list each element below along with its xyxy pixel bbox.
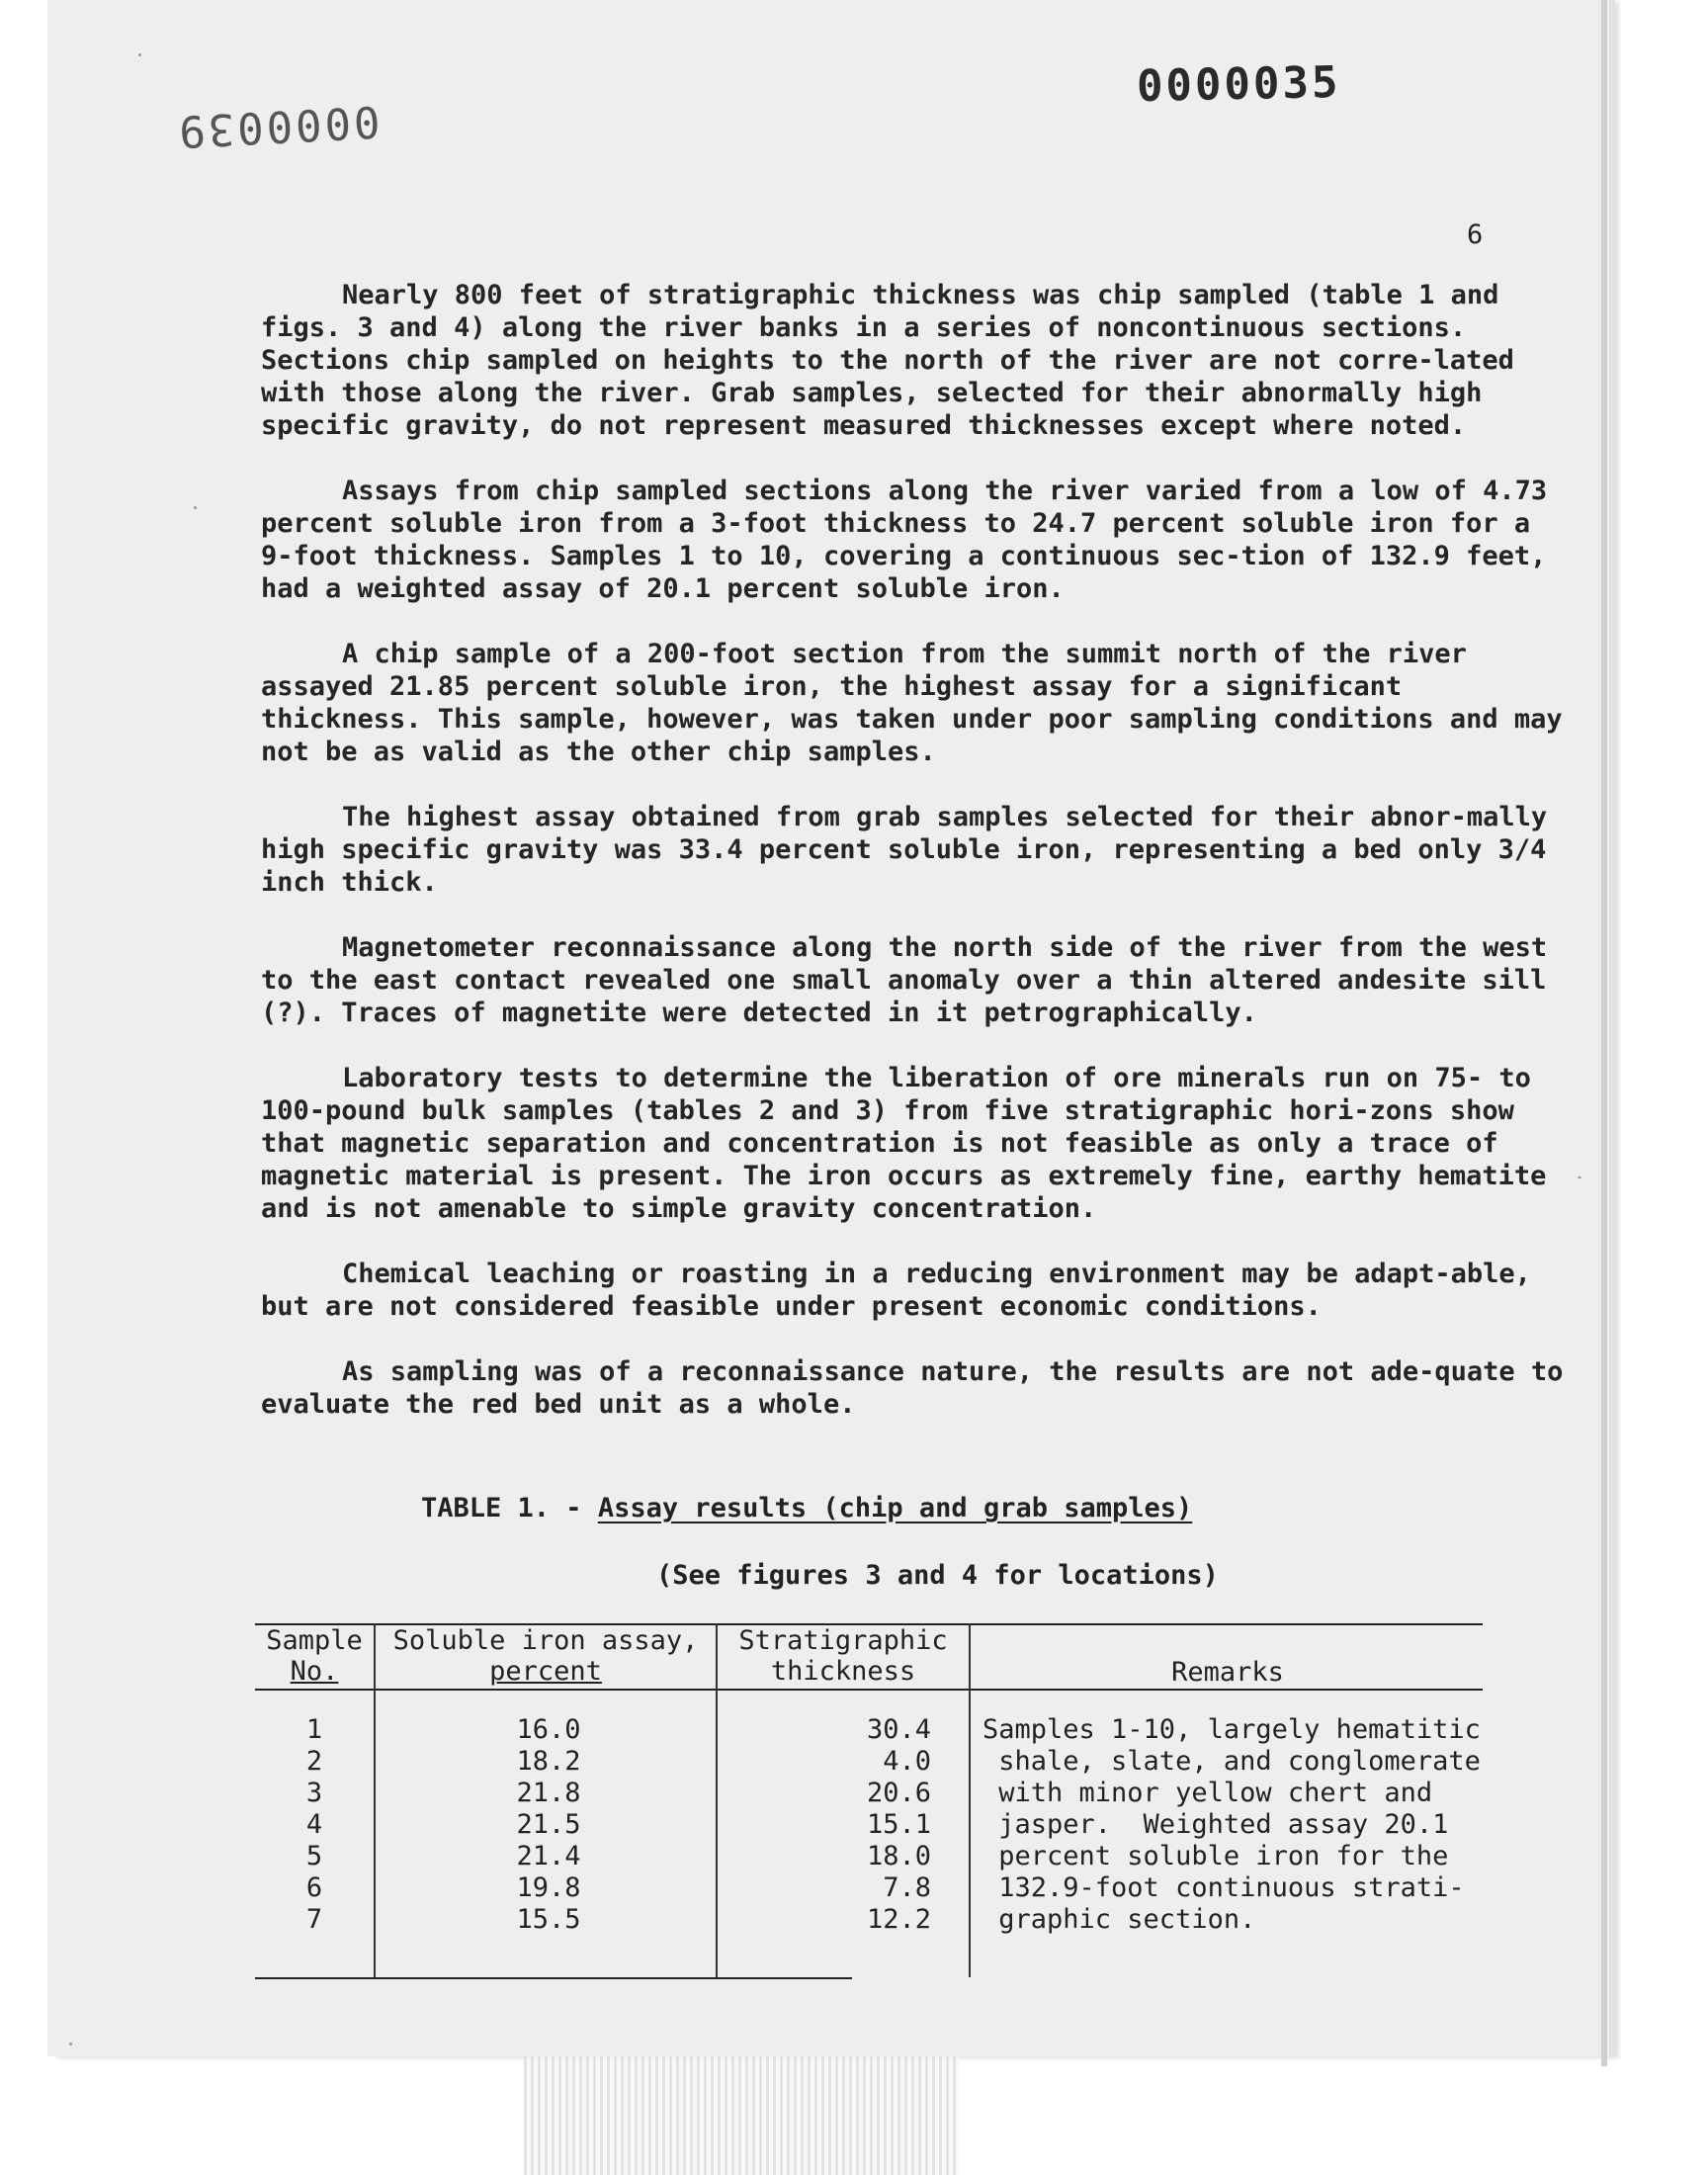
cell-assay: 21.5: [516, 1809, 581, 1840]
header-assay-line1: Soluble iron assay,: [392, 1625, 699, 1656]
sample-column: [255, 1714, 374, 1936]
remarks-line: graphic section.: [982, 1904, 1256, 1935]
cell-thickness: 20.6: [866, 1778, 931, 1808]
scan-artifact: [524, 2056, 959, 2175]
cell-sample: 3: [305, 1778, 323, 1808]
header-assay-line2: percent: [489, 1656, 602, 1687]
cell-thickness: 15.1: [866, 1809, 931, 1840]
cell-assay: 21.4: [516, 1841, 581, 1871]
table-column-divider: [969, 1623, 971, 1977]
table-column-divider: [374, 1623, 376, 1977]
paragraph: Magnetometer reconnaissance along the north side of the river from the west to the east contact revealed one small anomaly over a thin altered andesite sill (?). Traces of magnetite were detected in it petrographically.: [261, 932, 1548, 1028]
cell-thickness: 12.2: [866, 1904, 931, 1935]
cell-assay: 15.5: [516, 1904, 581, 1935]
remarks-line: percent soluble iron for the: [982, 1841, 1449, 1871]
cell-thickness: 7.8: [883, 1872, 931, 1903]
cell-thickness: 30.4: [866, 1714, 931, 1745]
cell-assay: 21.8: [516, 1778, 581, 1808]
table-title: [421, 1493, 1192, 1523]
cell-assay: 16.0: [516, 1714, 581, 1745]
table-title-text: Assay results (chip and grab samples): [597, 1493, 1193, 1523]
scan-speck: [69, 2043, 72, 2045]
cell-sample: 6: [305, 1872, 323, 1903]
paragraph: Assays from chip sampled sections along the river varied from a low of 4.73 percent soluble iron from a 3-foot thickness to 24.7 percent soluble iron for a 9-foot thickness. Samples 1 to 10, covering a continuous sec-tion of 132.9 feet, had a weighted assay of 20.1 percent soluble iron.: [261, 476, 1548, 604]
scan-speck: [138, 53, 141, 56]
remarks-line: Samples 1-10, largely hematitic: [982, 1714, 1481, 1745]
remarks-line: 132.9-foot continuous strati-: [982, 1872, 1465, 1903]
paragraph: Laboratory tests to determine the liberation of ore minerals run on 75- to 100-pound bulk samples (tables 2 and 3) from five stratigraphic hori-zons show that magnetic separation and concentration is not feasible as only a trace of magnetic material is present. The iron occurs as extremely fine, earthy hematite and is not amenable to simple gravity concentration.: [261, 1063, 1547, 1224]
header-remarks: Remarks: [1171, 1657, 1284, 1688]
remarks-line: with minor yellow chert and: [982, 1778, 1433, 1808]
header-assay: [378, 1625, 714, 1687]
header-sample-line2: No.: [290, 1656, 339, 1687]
header-sample: [255, 1625, 374, 1687]
cell-assay: 19.8: [516, 1872, 581, 1903]
cell-sample: 1: [305, 1714, 323, 1745]
table-bottom-rule: [255, 1977, 852, 1979]
header-thickness-line2: thickness: [770, 1656, 916, 1687]
cell-sample: 4: [305, 1809, 323, 1840]
cell-thickness: 4.0: [883, 1746, 931, 1777]
header-thickness: [720, 1625, 967, 1687]
thickness-column: [720, 1714, 931, 1936]
header-sample-line1: Sample: [266, 1625, 363, 1656]
cell-sample: 5: [305, 1841, 323, 1871]
page-edge-shadow: [1601, 0, 1607, 2066]
scan-speck: [1578, 1176, 1581, 1178]
remarks-line: shale, slate, and conglomerate: [982, 1746, 1481, 1777]
cell-sample: 7: [305, 1904, 323, 1935]
table-title-prefix: TABLE 1. -: [421, 1493, 598, 1523]
page-number: 6: [1467, 219, 1484, 250]
assay-table: [255, 1623, 1483, 1979]
paragraph: Nearly 800 feet of stratigraphic thickness was chip sampled (table 1 and figs. 3 and 4) along the river banks in a series of noncontinuous sections. Sections chip sampled on heights to the north of the river are not corre-lated with those along the river. Grab samples, selected for their abnormally high specific gravity, do not represent measured thicknesses except where noted.: [261, 280, 1514, 441]
cell-sample: 2: [305, 1746, 323, 1777]
table-subtitle: (See figures 3 and 4 for locations): [656, 1560, 1219, 1591]
scan-speck: [194, 506, 197, 509]
cell-thickness: 18.0: [866, 1841, 931, 1871]
paragraph: Chemical leaching or roasting in a reducing environment may be adapt-able, but are not considered feasible under present economic conditions.: [261, 1259, 1531, 1322]
header-thickness-line1: Stratigraphic: [738, 1625, 948, 1656]
remarks-column: [982, 1714, 1487, 1936]
paragraph: A chip sample of a 200-foot section from the summit north of the river assayed 21.85 percent soluble iron, the highest assay for a significant thickness. This sample, however, was taken under poor sampling conditions and may not be as valid as the other chip samples.: [261, 639, 1563, 767]
paragraph: The highest assay obtained from grab samples selected for their abnor-mally high specific gravity was 33.4 percent soluble iron, representing a bed only 3/4 inch thick.: [261, 802, 1548, 898]
remarks-line: jasper. Weighted assay 20.1: [982, 1809, 1449, 1840]
paragraph: As sampling was of a reconnaissance nature, the results are not ade-quate to evaluate the red bed unit as a whole.: [261, 1356, 1564, 1420]
mirrored-stamp-number: 0000039: [174, 95, 382, 157]
assay-column: [378, 1714, 720, 1936]
cell-assay: 18.2: [516, 1746, 581, 1777]
table-header-rule: [255, 1689, 1483, 1691]
document-number-stamp: 0000035: [1136, 56, 1341, 113]
body-text: [261, 279, 1576, 1453]
